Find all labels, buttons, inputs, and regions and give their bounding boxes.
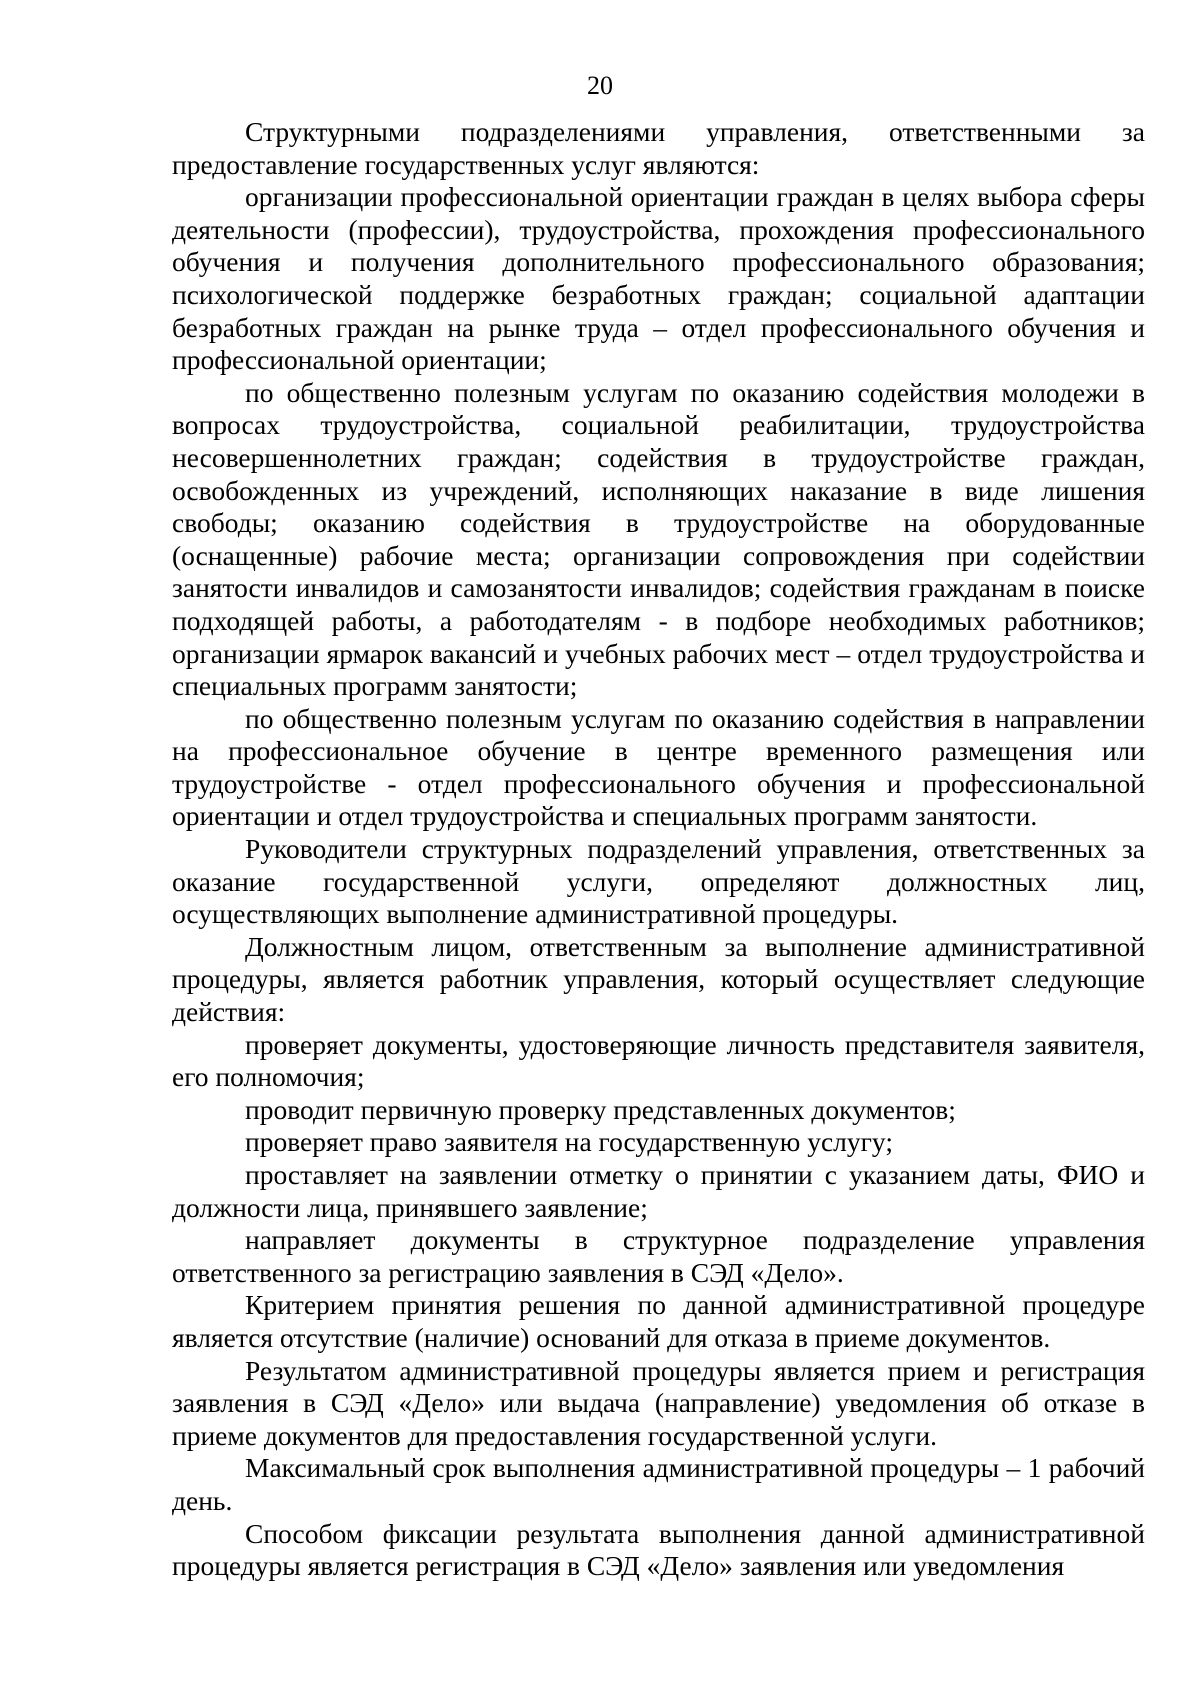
- paragraph: Должностным лицом, ответственным за выполнение административной процедуры, является работник управления, который осуществляет следующие действия:: [172, 930, 1145, 1028]
- paragraph: проставляет на заявлении отметку о принятии с указанием даты, ФИО и должности лица, принявшего заявление;: [172, 1159, 1145, 1223]
- paragraph: Способом фиксации результата выполнения данной административной процедуры является регистрация в СЭД «Дело» заявления или уведомления: [172, 1517, 1145, 1582]
- paragraph: организации профессиональной ориентации граждан в целях выбора сферы деятельности (профессии), трудоустройства, прохождения профессионального обучения и получения дополнительного профессионального образования; психологической поддержке безработных граждан; социальной адаптации безработных граждан на рынке труда – отдел профессионального обучения и профессиональной ориентации;: [172, 181, 1145, 376]
- page-number: 20: [587, 71, 613, 100]
- paragraph: проводит первичную проверку представленных документов;: [245, 1093, 956, 1125]
- paragraph: Структурными подразделениями управления, ответственными за предоставление государственных услуг являются:: [172, 116, 1145, 180]
- paragraph: проверяет право заявителя на государственную услугу;: [245, 1126, 893, 1158]
- paragraph: по общественно полезным услугам по оказанию содействия молодежи в вопросах трудоустройства, социальной реабилитации, трудоустройства несовершеннолетних граждан; содействия в трудоустройстве граждан, освобожденных из учреждений, исполняющих наказание в виде лишения свободы; оказанию содействия в трудоустройстве на оборудованные (оснащенные) рабочие места; организации сопровождения при содействии занятости инвалидов и самозанятости инвалидов; содействия гражданам в поиске подходящей работы, а работодателям - в подборе необходимых работников; организации ярмарок вакансий и учебных рабочих мест – отдел трудоустройства и специальных программ занятости;: [172, 376, 1145, 702]
- paragraph: проверяет документы, удостоверяющие личность представителя заявителя, его полномочия;: [172, 1028, 1145, 1093]
- paragraph: Максимальный срок выполнения административной процедуры – 1 рабочий день.: [172, 1452, 1145, 1516]
- document-body: [172, 116, 1145, 1583]
- paragraph: Руководители структурных подразделений управления, ответственных за оказание государственной услуги, определяют должностных лиц, осуществляющих выполнение административной процедуры.: [172, 833, 1145, 930]
- paragraph: Результатом административной процедуры является прием и регистрация заявления в СЭД «Дело» или выдача (направление) уведомления об отказе в приеме документов для предоставления государственной услуги.: [172, 1354, 1145, 1451]
- paragraph: по общественно полезным услугам по оказанию содействия в направлении на профессиональное обучение в центре временного размещения или трудоустройстве - отдел профессионального обучения и профессиональной ориентации и отдел трудоустройства и специальных программ занятости.: [172, 702, 1145, 832]
- paragraph: направляет документы в структурное подразделение управления ответственного за регистрацию заявления в СЭД «Дело».: [172, 1224, 1145, 1288]
- paragraph: Критерием принятия решения по данной административной процедуре является отсутствие (наличие) оснований для отказа в приеме документов.: [172, 1289, 1145, 1353]
